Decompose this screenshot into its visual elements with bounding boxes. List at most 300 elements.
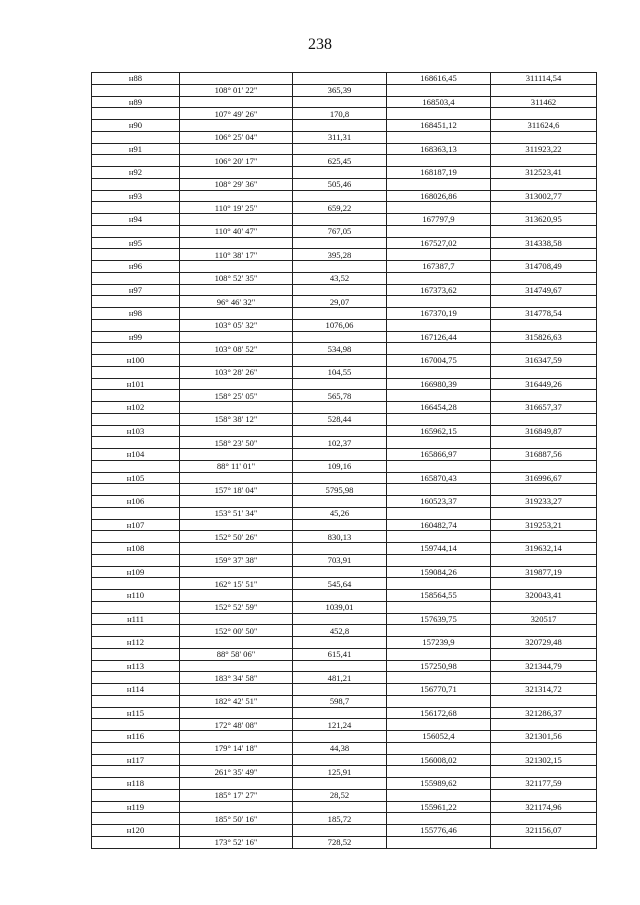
empty-cell: [491, 531, 597, 543]
point-row: [92, 96, 597, 108]
empty-cell: [92, 531, 180, 543]
point-x: 168363,13: [387, 143, 491, 155]
point-y: 311114,54: [491, 73, 597, 85]
empty-cell: [92, 390, 180, 402]
point-y: 316849,87: [491, 425, 597, 437]
point-row: [92, 613, 597, 625]
empty-cell: [293, 660, 387, 672]
point-row: [92, 825, 597, 837]
point-name: н114: [92, 684, 180, 696]
point-x: 168187,19: [387, 167, 491, 179]
segment-length: 528,44: [293, 413, 387, 425]
empty-cell: [180, 355, 293, 367]
point-row: [92, 261, 597, 273]
segment-length: 728,52: [293, 836, 387, 848]
segment-angle: 261° 35' 49": [180, 766, 293, 778]
point-x: 157639,75: [387, 613, 491, 625]
empty-cell: [293, 378, 387, 390]
segment-angle: 152° 52' 59": [180, 601, 293, 613]
empty-cell: [491, 719, 597, 731]
empty-cell: [293, 496, 387, 508]
point-y: 311624,6: [491, 120, 597, 132]
empty-cell: [293, 825, 387, 837]
point-name: н100: [92, 355, 180, 367]
empty-cell: [92, 625, 180, 637]
point-y: 321156,07: [491, 825, 597, 837]
empty-cell: [387, 437, 491, 449]
empty-cell: [92, 366, 180, 378]
segment-length: 830,13: [293, 531, 387, 543]
empty-cell: [180, 519, 293, 531]
segment-length: 5795,98: [293, 484, 387, 496]
point-x: 155776,46: [387, 825, 491, 837]
segment-angle: 185° 17' 27": [180, 789, 293, 801]
empty-cell: [293, 284, 387, 296]
empty-cell: [92, 202, 180, 214]
segment-row: [92, 178, 597, 190]
empty-cell: [387, 672, 491, 684]
point-name: н108: [92, 543, 180, 555]
empty-cell: [293, 543, 387, 555]
point-name: н88: [92, 73, 180, 85]
segment-row: [92, 202, 597, 214]
empty-cell: [92, 155, 180, 167]
empty-cell: [293, 425, 387, 437]
segment-angle: 157° 18' 04": [180, 484, 293, 496]
coordinates-table: [91, 72, 597, 849]
point-y: 319877,19: [491, 566, 597, 578]
point-row: [92, 402, 597, 414]
point-name: н97: [92, 284, 180, 296]
point-name: н115: [92, 707, 180, 719]
empty-cell: [92, 131, 180, 143]
point-x: 156008,02: [387, 754, 491, 766]
empty-cell: [387, 131, 491, 143]
empty-cell: [180, 496, 293, 508]
segment-row: [92, 84, 597, 96]
empty-cell: [293, 261, 387, 273]
empty-cell: [491, 319, 597, 331]
empty-cell: [387, 319, 491, 331]
empty-cell: [92, 836, 180, 848]
segment-row: [92, 766, 597, 778]
empty-cell: [180, 378, 293, 390]
segment-row: [92, 390, 597, 402]
segment-length: 545,64: [293, 578, 387, 590]
segment-row: [92, 484, 597, 496]
empty-cell: [92, 507, 180, 519]
empty-cell: [387, 460, 491, 472]
empty-cell: [387, 766, 491, 778]
point-y: 321174,96: [491, 801, 597, 813]
empty-cell: [293, 96, 387, 108]
segment-row: [92, 695, 597, 707]
coordinates-table-body: [92, 73, 597, 849]
empty-cell: [491, 601, 597, 613]
point-y: 321177,59: [491, 778, 597, 790]
segment-row: [92, 648, 597, 660]
empty-cell: [92, 319, 180, 331]
empty-cell: [293, 731, 387, 743]
empty-cell: [491, 836, 597, 848]
segment-angle: 88° 58' 06": [180, 648, 293, 660]
point-y: 313620,95: [491, 214, 597, 226]
segment-length: 29,07: [293, 296, 387, 308]
empty-cell: [491, 578, 597, 590]
segment-row: [92, 789, 597, 801]
point-x: 160523,37: [387, 496, 491, 508]
point-x: 167797,9: [387, 214, 491, 226]
point-y: 311923,22: [491, 143, 597, 155]
point-row: [92, 637, 597, 649]
point-row: [92, 237, 597, 249]
empty-cell: [293, 801, 387, 813]
empty-cell: [491, 460, 597, 472]
empty-cell: [491, 766, 597, 778]
empty-cell: [180, 684, 293, 696]
point-name: н101: [92, 378, 180, 390]
empty-cell: [92, 225, 180, 237]
empty-cell: [92, 413, 180, 425]
segment-row: [92, 319, 597, 331]
empty-cell: [180, 402, 293, 414]
empty-cell: [387, 554, 491, 566]
point-name: н111: [92, 613, 180, 625]
segment-length: 125,91: [293, 766, 387, 778]
point-name: н110: [92, 590, 180, 602]
empty-cell: [180, 778, 293, 790]
empty-cell: [491, 742, 597, 754]
point-name: н117: [92, 754, 180, 766]
empty-cell: [180, 637, 293, 649]
point-name: н103: [92, 425, 180, 437]
empty-cell: [491, 484, 597, 496]
empty-cell: [92, 272, 180, 284]
empty-cell: [387, 484, 491, 496]
empty-cell: [180, 167, 293, 179]
segment-angle: 162° 15' 51": [180, 578, 293, 590]
empty-cell: [387, 601, 491, 613]
point-y: 321344,79: [491, 660, 597, 672]
point-x: 156052,4: [387, 731, 491, 743]
empty-cell: [387, 366, 491, 378]
segment-length: 43,52: [293, 272, 387, 284]
empty-cell: [92, 178, 180, 190]
empty-cell: [293, 590, 387, 602]
empty-cell: [387, 789, 491, 801]
point-name: н98: [92, 308, 180, 320]
segment-length: 615,41: [293, 648, 387, 660]
empty-cell: [180, 96, 293, 108]
empty-cell: [293, 778, 387, 790]
empty-cell: [387, 813, 491, 825]
point-name: н90: [92, 120, 180, 132]
point-name: н91: [92, 143, 180, 155]
empty-cell: [293, 167, 387, 179]
empty-cell: [180, 261, 293, 273]
empty-cell: [92, 813, 180, 825]
point-row: [92, 496, 597, 508]
point-row: [92, 449, 597, 461]
empty-cell: [180, 731, 293, 743]
point-x: 159084,26: [387, 566, 491, 578]
point-row: [92, 331, 597, 343]
point-x: 167387,7: [387, 261, 491, 273]
empty-cell: [180, 472, 293, 484]
empty-cell: [180, 73, 293, 85]
point-x: 166980,39: [387, 378, 491, 390]
point-x: 157250,98: [387, 660, 491, 672]
point-x: 156172,68: [387, 707, 491, 719]
segment-length: 703,91: [293, 554, 387, 566]
segment-length: 452,8: [293, 625, 387, 637]
empty-cell: [491, 296, 597, 308]
empty-cell: [180, 613, 293, 625]
point-row: [92, 754, 597, 766]
segment-angle: 185° 50' 16": [180, 813, 293, 825]
segment-length: 659,22: [293, 202, 387, 214]
point-y: 320043,41: [491, 590, 597, 602]
point-row: [92, 425, 597, 437]
point-x: 167004,75: [387, 355, 491, 367]
point-name: н93: [92, 190, 180, 202]
segment-angle: 183° 34' 58": [180, 672, 293, 684]
point-y: 321302,15: [491, 754, 597, 766]
empty-cell: [387, 413, 491, 425]
empty-cell: [293, 73, 387, 85]
empty-cell: [491, 554, 597, 566]
point-row: [92, 707, 597, 719]
segment-length: 28,52: [293, 789, 387, 801]
segment-length: 598,7: [293, 695, 387, 707]
empty-cell: [293, 331, 387, 343]
point-row: [92, 566, 597, 578]
segment-row: [92, 742, 597, 754]
empty-cell: [387, 507, 491, 519]
point-x: 157239,9: [387, 637, 491, 649]
empty-cell: [293, 120, 387, 132]
segment-length: 104,55: [293, 366, 387, 378]
empty-cell: [387, 108, 491, 120]
empty-cell: [387, 249, 491, 261]
point-row: [92, 214, 597, 226]
segment-row: [92, 554, 597, 566]
empty-cell: [92, 343, 180, 355]
empty-cell: [92, 742, 180, 754]
segment-length: 170,8: [293, 108, 387, 120]
segment-row: [92, 366, 597, 378]
segment-row: [92, 108, 597, 120]
point-y: 312523,41: [491, 167, 597, 179]
point-name: н109: [92, 566, 180, 578]
point-row: [92, 355, 597, 367]
segment-angle: 110° 38' 17": [180, 249, 293, 261]
point-row: [92, 190, 597, 202]
empty-cell: [387, 296, 491, 308]
point-row: [92, 284, 597, 296]
point-x: 165866,97: [387, 449, 491, 461]
point-row: [92, 73, 597, 85]
point-y: 319632,14: [491, 543, 597, 555]
empty-cell: [491, 813, 597, 825]
empty-cell: [293, 308, 387, 320]
empty-cell: [293, 237, 387, 249]
point-x: 155989,62: [387, 778, 491, 790]
segment-angle: 106° 25' 04": [180, 131, 293, 143]
empty-cell: [92, 601, 180, 613]
point-name: н112: [92, 637, 180, 649]
empty-cell: [92, 249, 180, 261]
point-name: н118: [92, 778, 180, 790]
point-row: [92, 731, 597, 743]
point-row: [92, 519, 597, 531]
segment-angle: 158° 25' 05": [180, 390, 293, 402]
segment-row: [92, 460, 597, 472]
empty-cell: [92, 460, 180, 472]
segment-angle: 179° 14' 18": [180, 742, 293, 754]
point-y: 314749,67: [491, 284, 597, 296]
point-y: 316449,26: [491, 378, 597, 390]
empty-cell: [92, 648, 180, 660]
point-y: 313002,77: [491, 190, 597, 202]
empty-cell: [387, 272, 491, 284]
segment-angle: 159° 37' 38": [180, 554, 293, 566]
segment-length: 625,45: [293, 155, 387, 167]
segment-angle: 158° 23' 50": [180, 437, 293, 449]
segment-angle: 110° 40' 47": [180, 225, 293, 237]
point-x: 167373,62: [387, 284, 491, 296]
point-x: 168026,86: [387, 190, 491, 202]
empty-cell: [180, 801, 293, 813]
empty-cell: [293, 472, 387, 484]
empty-cell: [491, 625, 597, 637]
segment-length: 121,24: [293, 719, 387, 731]
segment-length: 565,78: [293, 390, 387, 402]
point-y: 321301,56: [491, 731, 597, 743]
segment-row: [92, 155, 597, 167]
segment-row: [92, 343, 597, 355]
point-y: 316657,37: [491, 402, 597, 414]
segment-row: [92, 625, 597, 637]
segment-row: [92, 249, 597, 261]
point-y: 321286,37: [491, 707, 597, 719]
empty-cell: [180, 449, 293, 461]
empty-cell: [180, 284, 293, 296]
empty-cell: [387, 343, 491, 355]
point-row: [92, 120, 597, 132]
empty-cell: [180, 237, 293, 249]
empty-cell: [491, 789, 597, 801]
point-row: [92, 308, 597, 320]
segment-length: 365,39: [293, 84, 387, 96]
point-name: н94: [92, 214, 180, 226]
segment-row: [92, 507, 597, 519]
segment-angle: 96° 46' 32": [180, 296, 293, 308]
segment-length: 534,98: [293, 343, 387, 355]
empty-cell: [491, 413, 597, 425]
point-y: 316996,67: [491, 472, 597, 484]
segment-angle: 103° 28' 26": [180, 366, 293, 378]
segment-length: 44,38: [293, 742, 387, 754]
segment-angle: 88° 11' 01": [180, 460, 293, 472]
segment-angle: 173° 52' 16": [180, 836, 293, 848]
point-row: [92, 778, 597, 790]
empty-cell: [180, 566, 293, 578]
empty-cell: [387, 225, 491, 237]
segment-length: 395,28: [293, 249, 387, 261]
empty-cell: [491, 178, 597, 190]
empty-cell: [92, 578, 180, 590]
empty-cell: [180, 825, 293, 837]
empty-cell: [180, 425, 293, 437]
point-x: 158564,55: [387, 590, 491, 602]
segment-row: [92, 272, 597, 284]
point-y: 319253,21: [491, 519, 597, 531]
point-y: 311462: [491, 96, 597, 108]
point-y: 320517: [491, 613, 597, 625]
empty-cell: [180, 331, 293, 343]
point-x: 165870,43: [387, 472, 491, 484]
segment-angle: 106° 20' 17": [180, 155, 293, 167]
point-name: н99: [92, 331, 180, 343]
empty-cell: [293, 684, 387, 696]
point-x: 168503,4: [387, 96, 491, 108]
empty-cell: [491, 84, 597, 96]
empty-cell: [293, 190, 387, 202]
empty-cell: [293, 402, 387, 414]
segment-angle: 152° 00' 50": [180, 625, 293, 637]
empty-cell: [92, 554, 180, 566]
segment-row: [92, 578, 597, 590]
point-x: 159744,14: [387, 543, 491, 555]
empty-cell: [387, 155, 491, 167]
point-row: [92, 167, 597, 179]
point-name: н107: [92, 519, 180, 531]
segment-length: 1076,06: [293, 319, 387, 331]
segment-row: [92, 413, 597, 425]
empty-cell: [387, 202, 491, 214]
point-name: н102: [92, 402, 180, 414]
empty-cell: [387, 742, 491, 754]
empty-cell: [92, 108, 180, 120]
page-number: 238: [308, 36, 332, 53]
empty-cell: [180, 707, 293, 719]
segment-row: [92, 601, 597, 613]
segment-row: [92, 813, 597, 825]
point-name: н120: [92, 825, 180, 837]
point-name: н105: [92, 472, 180, 484]
point-row: [92, 143, 597, 155]
point-name: н104: [92, 449, 180, 461]
segment-length: 767,05: [293, 225, 387, 237]
segment-angle: 152° 50' 26": [180, 531, 293, 543]
empty-cell: [180, 660, 293, 672]
segment-angle: 153° 51' 34": [180, 507, 293, 519]
empty-cell: [180, 143, 293, 155]
empty-cell: [92, 789, 180, 801]
empty-cell: [180, 543, 293, 555]
segment-row: [92, 719, 597, 731]
empty-cell: [293, 449, 387, 461]
point-x: 167126,44: [387, 331, 491, 343]
point-row: [92, 590, 597, 602]
segment-angle: 172° 48' 08": [180, 719, 293, 731]
empty-cell: [387, 695, 491, 707]
empty-cell: [387, 578, 491, 590]
point-x: 168451,12: [387, 120, 491, 132]
segment-row: [92, 225, 597, 237]
empty-cell: [92, 296, 180, 308]
